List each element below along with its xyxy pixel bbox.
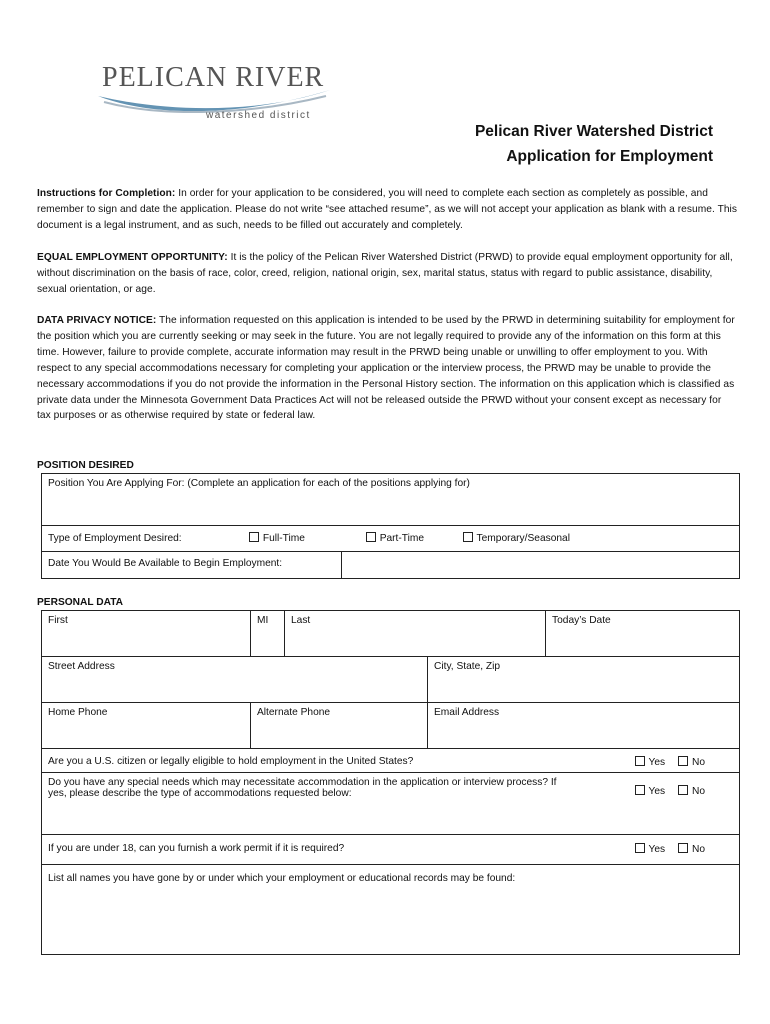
street-address-field[interactable] <box>42 657 428 703</box>
no-label: No <box>691 786 706 797</box>
alternate-phone-label: Alternate Phone <box>257 707 331 718</box>
pelican-river-logo <box>94 56 334 122</box>
middle-initial-field[interactable] <box>251 611 285 657</box>
available-date-label-cell <box>42 552 342 579</box>
first-name-label: First <box>48 615 68 626</box>
title-line-2: Application for Employment <box>506 148 713 165</box>
city-state-zip-field[interactable] <box>428 657 740 703</box>
mi-label: MI <box>257 615 269 626</box>
instructions-body: In order for your application to be considered, you will need to complete each section as completely as possible, and remember to sign and date the application. Please do not write “see attached resume”, as we will not accept your application as blank with a resume. This document is a legal instrument, and as such, needs to be filled out accurately and completely. <box>37 188 738 231</box>
privacy-body: The information requested on this application is intended to be used by the PRWD in determining suitability for employment for the position which you are currently seeking or may seek in the future. You are not legally required to provide any of the information on this form at this time. However, failure to provide complete, accurate information may result in the PRWD being unable or unwilling to offer employment to you. With respect to any special accommodations necessary for completing your application or the interview process, the PRWD may be unable to provide the necessary accommodations if you do not provide the information in the Personal History section. The information on this application which is classified as private data under the Minnesota Government Data Practices Act will not be released outside the PRWD without your consent except as necessary for tax purposes or as otherwise required by state or federal law. <box>37 315 735 422</box>
yes-label: Yes <box>648 786 666 797</box>
checkbox-icon[interactable] <box>635 756 645 766</box>
yes-label: Yes <box>648 757 666 768</box>
checkbox-icon[interactable] <box>635 785 645 795</box>
under18-no[interactable] <box>678 844 705 855</box>
citizen-yes[interactable] <box>635 757 666 768</box>
last-name-label: Last <box>291 615 311 626</box>
position-table <box>41 473 740 579</box>
temporary-label: Temporary/Seasonal <box>476 533 570 544</box>
under18-answer <box>601 835 740 865</box>
alternate-phone-field[interactable] <box>251 703 428 749</box>
option-full-time[interactable] <box>249 532 341 544</box>
eeo-body: It is the policy of the Pelican River Watershed District (PRWD) to provide equal employment opportunity for all, without discrimination on the basis of race, color, creed, religion, national origin, sex, marital status, status with regard to public assistance, disability, sexual orientation, or age. <box>37 252 733 295</box>
option-part-time[interactable] <box>366 532 438 544</box>
no-label: No <box>691 757 706 768</box>
svg-text:PELICAN RIVER: PELICAN RIVER <box>102 62 325 93</box>
today-date-label: Today’s Date <box>552 615 611 626</box>
needs-yes[interactable] <box>635 786 666 797</box>
under18-question: If you are under 18, can you furnish a work permit if it is required? <box>48 843 345 854</box>
eeo-paragraph <box>37 250 737 298</box>
checkbox-icon[interactable] <box>366 532 376 542</box>
personal-section-label: PERSONAL DATA <box>37 597 124 608</box>
instructions-paragraph <box>37 186 737 234</box>
position-applying-label: Position You Are Applying For: (Complete an application for each of the positions applying for) <box>48 478 470 489</box>
checkbox-icon[interactable] <box>249 532 259 542</box>
street-address-label: Street Address <box>48 661 115 672</box>
employment-type-label: Type of Employment Desired: <box>48 533 182 544</box>
privacy-lead: DATA PRIVACY NOTICE: <box>37 315 157 326</box>
needs-question-cell[interactable] <box>42 773 601 835</box>
today-date-field[interactable] <box>546 611 740 657</box>
checkbox-icon[interactable] <box>678 756 688 766</box>
checkbox-icon[interactable] <box>463 532 473 542</box>
eeo-lead: EQUAL EMPLOYMENT OPPORTUNITY: <box>37 252 228 263</box>
needs-no[interactable] <box>678 786 705 797</box>
option-temporary[interactable] <box>463 532 570 544</box>
under18-yes[interactable] <box>635 844 666 855</box>
email-address-field[interactable] <box>428 703 740 749</box>
full-time-label: Full-Time <box>262 533 305 544</box>
yes-label: Yes <box>648 844 666 855</box>
position-section-label: POSITION DESIRED <box>37 460 134 471</box>
checkbox-icon[interactable] <box>635 843 645 853</box>
svg-text:watershed district: watershed district <box>206 110 311 121</box>
home-phone-label: Home Phone <box>48 707 108 718</box>
available-date-field[interactable] <box>342 552 740 579</box>
citizen-question: Are you a U.S. citizen or legally eligible to hold employment in the United States? <box>48 756 414 767</box>
checkbox-icon[interactable] <box>678 843 688 853</box>
needs-question: Do you have any special needs which may necessitate accommodation in the application or interview process? If yes, please describe the type of accommodations requested below: <box>48 777 557 799</box>
citizen-answer <box>601 749 740 773</box>
last-name-field[interactable] <box>285 611 546 657</box>
part-time-label: Part-Time <box>379 533 425 544</box>
citizen-question-cell <box>42 749 601 773</box>
citizen-no[interactable] <box>678 757 705 768</box>
previous-names-question: List all names you have gone by or under which your employment or educational records may be found: <box>48 873 516 884</box>
no-label: No <box>691 844 706 855</box>
title-line-1: Pelican River Watershed District <box>474 123 713 140</box>
city-state-zip-label: City, State, Zip <box>434 661 501 672</box>
available-date-label: Date You Would Be Available to Begin Employment: <box>48 558 283 569</box>
email-address-label: Email Address <box>434 707 500 718</box>
checkbox-icon[interactable] <box>678 785 688 795</box>
privacy-paragraph <box>37 313 737 424</box>
home-phone-field[interactable] <box>42 703 251 749</box>
under18-question-cell <box>42 835 601 865</box>
position-applying-field[interactable] <box>42 474 740 526</box>
first-name-field[interactable] <box>42 611 251 657</box>
needs-answer <box>601 773 740 835</box>
previous-names-field[interactable] <box>42 865 740 955</box>
employment-type-row <box>42 526 740 552</box>
instructions-lead: Instructions for Completion: <box>37 188 176 199</box>
personal-table <box>41 610 740 955</box>
document-title <box>475 119 713 169</box>
